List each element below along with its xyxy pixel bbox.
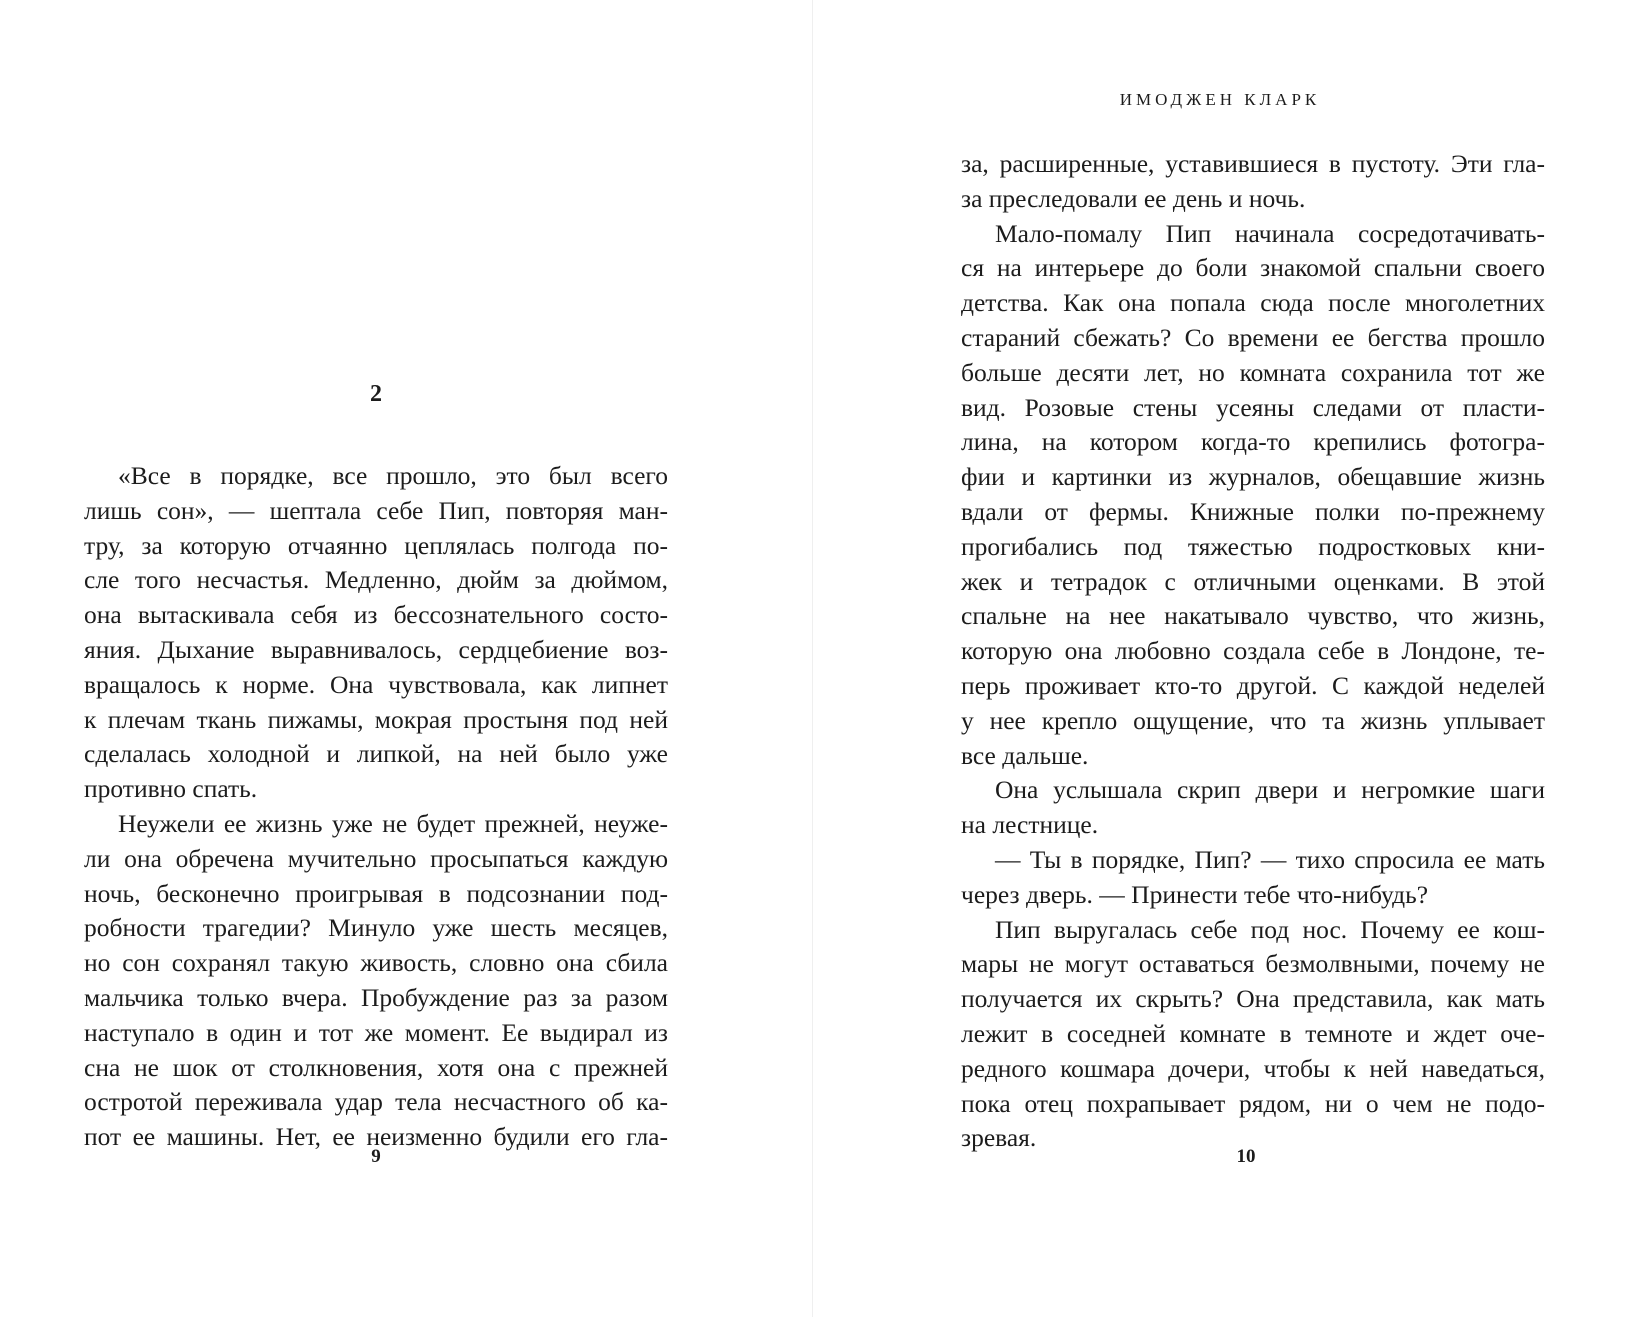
text-line: Неужели ее жизнь уже не будет прежней, неуже-	[118, 808, 668, 838]
text-line: жек и тетрадок с отличными оценками. В этой	[961, 566, 1545, 596]
left-page	[0, 0, 812, 1317]
text-line: вращалось к норме. Она чувствовала, как липнет	[84, 669, 668, 699]
text-line: спальне на нее накатывало чувство, что жизнь,	[961, 601, 1545, 631]
text-line: «Все в порядке, все прошло, это был всего	[118, 461, 668, 490]
text-line: зревая.	[961, 1123, 1037, 1153]
text-line: сделалась холодной и липкой, на ней было уже	[84, 739, 668, 769]
text-line: фии и картинки из журналов, обещавшие жизнь	[961, 462, 1545, 492]
text-line: ся на интерьере до боли знакомой спальни своего	[961, 253, 1545, 283]
right-page	[813, 0, 1627, 1317]
text-line: которую она любовно создала себе в Лондоне, те-	[961, 636, 1545, 666]
text-line: вдали от фермы. Книжные полки по-прежнему	[961, 496, 1545, 526]
paragraph	[961, 773, 1545, 843]
paragraph	[84, 459, 668, 807]
right-page-body	[961, 147, 1545, 1156]
text-line: за преследовали ее день и ночь.	[961, 183, 1306, 213]
text-line: робности трагедии? Минуло уже шесть месяцев,	[84, 913, 668, 943]
text-line: лина, на котором когда-то крепились фотогра-	[961, 427, 1545, 457]
text-line: лежит в соседней комнате в темноте и ждет оче-	[961, 1018, 1545, 1048]
text-line: наступало в один и тот же момент. Ее выдирал из	[84, 1017, 668, 1047]
text-line: через дверь. — Принести тебе что-нибудь?	[961, 879, 1429, 909]
text-line: у нее крепло ощущение, что та жизнь уплывает	[961, 705, 1545, 735]
text-line: ночь, бесконечно проигрывая в подсознании под-	[84, 878, 668, 908]
text-line: перь проживает кто-то другой. С каждой неделей	[961, 670, 1545, 700]
text-line: яния. Дыхание выравнивалось, сердцебиение воз-	[84, 634, 668, 664]
text-line: получается их скрыть? Она представила, как мать	[961, 984, 1545, 1014]
text-line: пот ее машины. Нет, ее неизменно будили его гла-	[84, 1122, 668, 1152]
left-page-body	[84, 459, 668, 1155]
page-number: 9	[371, 1146, 381, 1167]
text-line: мальчика только вчера. Пробуждение раз за разом	[84, 982, 668, 1012]
text-line: противно спать.	[84, 774, 258, 804]
text-line: сна не шок от столкновения, хотя она с прежней	[84, 1052, 668, 1082]
text-line: пока отец похрапывает рядом, ни о чем не подо-	[961, 1088, 1545, 1118]
text-line: редного кошмара дочери, чтобы к ней наведаться,	[961, 1053, 1545, 1083]
text-line: прогибались под тяжестью подростковых кни-	[961, 531, 1545, 561]
text-line: — Ты в порядке, Пип? — тихо спросила ее мать	[995, 844, 1545, 874]
text-line: за, расширенные, уставившиеся в пустоту. Эти гла-	[961, 149, 1545, 178]
page-number: 10	[1236, 1146, 1256, 1167]
paragraph	[961, 913, 1545, 1157]
text-line: остротой переживала удар тела несчастного об ка-	[84, 1087, 668, 1117]
paragraph	[961, 217, 1545, 774]
text-line: Пип выругалась себе под нос. Почему ее кош-	[995, 914, 1545, 944]
text-line: детства. Как она попала сюда после многолетних	[961, 288, 1545, 318]
paragraph	[961, 147, 1545, 217]
text-line: она вытаскивала себя из бессознательного состо-	[84, 600, 668, 630]
text-line: больше десяти лет, но комната сохранила тот же	[961, 357, 1545, 387]
text-line: стараний сбежать? Со времени ее бегства прошло	[961, 322, 1545, 352]
text-line: на лестнице.	[961, 810, 1099, 840]
paragraph	[961, 843, 1545, 913]
text-line: ли она обречена мучительно просыпаться каждую	[84, 843, 668, 873]
text-line: вид. Розовые стены усеяны следами от пласти-	[961, 392, 1545, 422]
text-line: все дальше.	[961, 740, 1089, 770]
text-line: мары не могут оставаться безмолвными, почему не	[961, 949, 1545, 979]
text-line: Она услышала скрип двери и негромкие шаги	[995, 775, 1545, 805]
text-line: лишь сон», — шептала себе Пип, повторяя ман-	[84, 495, 668, 525]
text-line: Мало-помалу Пип начинала сосредотачивать-	[995, 218, 1545, 248]
text-line: к плечам ткань пижамы, мокрая простыня под ней	[84, 704, 668, 734]
text-line: тру, за которую отчаянно цеплялась полгода по-	[84, 530, 668, 560]
paragraph	[84, 807, 668, 1155]
running-header-author: ИМОДЖЕН КЛАРК	[1119, 90, 1321, 109]
text-line: но сон сохранял такую живость, словно она сбила	[84, 948, 668, 978]
chapter-number: 2	[370, 381, 382, 407]
text-line: сле того несчастья. Медленно, дюйм за дюймом,	[84, 565, 668, 595]
